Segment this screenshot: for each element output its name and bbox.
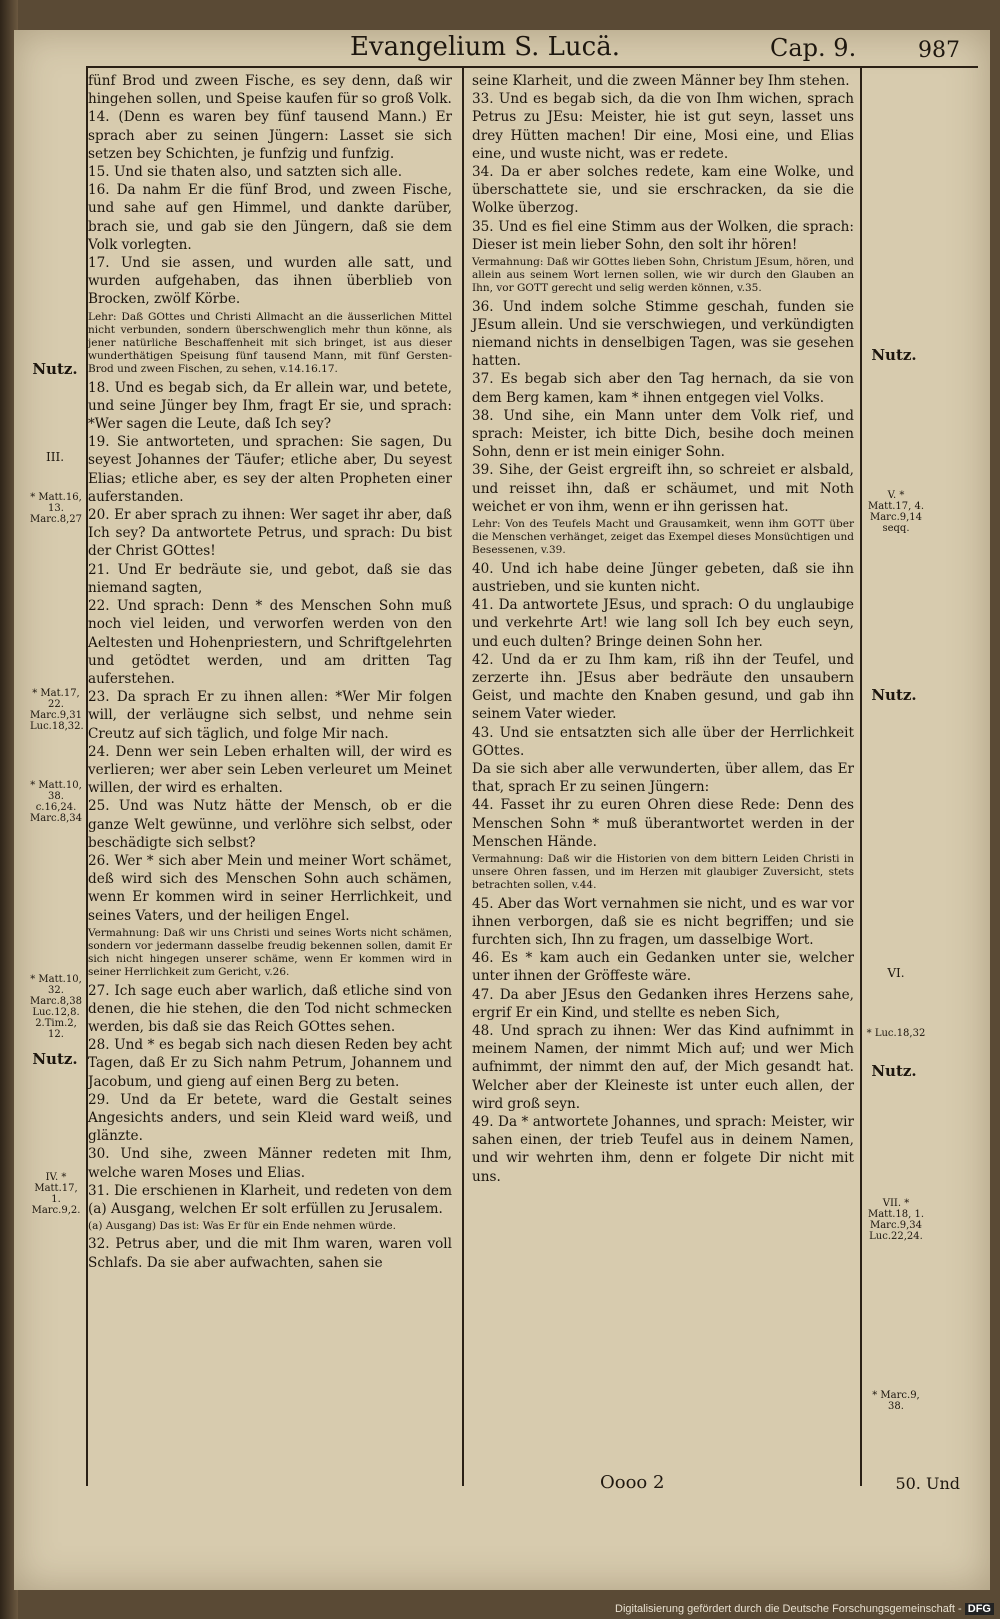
verse: 18. Und es begab sich, da Er allein war, und betete, und seine Jünger bey Ihm, fragt Er sie, und sprach: *Wer sagen die Leute, daß Ich sey? bbox=[88, 379, 452, 433]
verse: 22. Und sprach: Denn * des Menschen Sohn muß noch viel leiden, und verworfen werden von den Aeltesten und Hohenpriestern, und Schriftgelehrten und getödtet werden, und am dritten Tag auferstehen. bbox=[88, 598, 452, 687]
margin-note: * Marc.9, 38. bbox=[872, 1390, 920, 1412]
running-title: Evangelium S. Lucä. bbox=[350, 32, 620, 62]
page-header bbox=[70, 30, 960, 70]
margin-note: Nutz. bbox=[32, 360, 78, 378]
margin-note: Nutz. bbox=[871, 686, 917, 704]
verse: 39. Sihe, der Geist ergreift ihn, so schreiet er alsbald, und reisset ihn, daß er schäumet, und mit Noth weichet er von ihm, wenn er ihn gerissen hat. bbox=[472, 462, 854, 515]
verse: 28. Und * es begab sich nach diesen Reden bey acht Tagen, daß Er zu Sich nahm Petrum, Johannem und Jacobum, und gieng auf einen Berg zu beten. bbox=[88, 1037, 452, 1090]
verse: 37. Es begab sich aber den Tag hernach, da sie von dem Berg kamen, kam * ihnen entgegen viel Volks. bbox=[472, 371, 854, 406]
verse: 25. Und was Nutz hätte der Mensch, ob er die ganze Welt gewünne, und verlöhre sich selbst, oder beschädigte sich selbst? bbox=[88, 798, 452, 851]
chapter-label: Cap. 9. bbox=[770, 34, 857, 62]
margin-note: IV. * Matt.17, 1. Marc.9,2. bbox=[31, 1172, 81, 1216]
header-rule bbox=[86, 66, 978, 68]
margin-note: Nutz. bbox=[32, 1050, 78, 1068]
margin-note: * Matt.10, 32. Marc.8,38 Luc.12,8. 2.Tim.2, 12. bbox=[30, 974, 83, 1040]
verse: 21. Und Er bedräute sie, und gebot, daß sie das niemand sagten, bbox=[88, 561, 452, 596]
margin-note: * Matt.10, 38. c.16,24. Marc.8,34 bbox=[30, 780, 83, 824]
lehr-note: Lehr: Von des Teufels Macht und Grausamkeit, wenn ihm GOTT über die Menschen verhänget, zeiget das Exempel dieses Monsüchtigen und Besessenen, v.39. bbox=[472, 518, 854, 557]
verse: 30. Und sihe, zween Männer redeten mit Ihm, welche waren Moses und Elias. bbox=[88, 1146, 452, 1181]
verse: seine Klarheit, und die zween Männer bey Ihm stehen. bbox=[472, 73, 850, 89]
margin-note: V. * Matt.17, 4. Marc.9,14 seqq. bbox=[867, 490, 925, 534]
page-footer bbox=[600, 1472, 960, 1498]
verse: 27. Ich sage euch aber warlich, daß etliche sind von denen, die hie stehen, die den Tod nicht schmecken werden, bis daß sie das Reich GOttes sehen. bbox=[88, 982, 452, 1035]
verse: 47. Da aber JEsus den Gedanken ihres Herzens sahe, ergrif Er ein Kind, und stellte es neben Sich, bbox=[472, 986, 854, 1021]
verse: 45. Aber das Wort vernahmen sie nicht, und es war vor ihnen verborgen, daß sie es nicht begriffen; und sie furchten sich, Ihn zu fragen, um dasselbige Wort. bbox=[472, 895, 854, 948]
verse: fünf Brod und zween Fische, es sey denn, daß wir hingehen sollen, und Speise kaufen für so groß Volk. bbox=[88, 73, 452, 108]
verse: 43. Und sie entsatzten sich alle über der Herrlichkeit GOttes. bbox=[472, 724, 854, 759]
verse: 49. Da * antwortete Johannes, und sprach: Meister, wir sahen einen, der trieb Teufel aus in deinem Namen, und wir wehrten ihm, denn er folgete Dir nicht mit uns. bbox=[472, 1113, 854, 1185]
verse: 42. Und da er zu Ihm kam, riß ihn der Teufel, und zerzerte ihn. JEsus aber bedräute den unsaubern Geist, und machte den Knaben gesund, und gab ihn seinem Vater wieder. bbox=[472, 651, 854, 723]
verse: 24. Denn wer sein Leben erhalten will, der wird es verlieren; wer aber sein Leben verleuret um Meinet willen, der wird es erhalten. bbox=[88, 743, 452, 797]
digitization-credit bbox=[615, 1603, 994, 1615]
right-column-rule bbox=[860, 66, 862, 1486]
verse: 48. Und sprach zu ihnen: Wer das Kind aufnimmt in meinem Namen, der nimmt Mich auf; und wer Mich aufnimmt, der nimmt den auf, der Mich gesandt hat. Welcher aber der Kleineste ist unter euch allen, der wird groß seyn. bbox=[472, 1022, 854, 1112]
footnote: (a) Ausgang) Das ist: Was Er für ein Ende nehmen würde. bbox=[88, 1220, 396, 1233]
lehr-note: Lehr: Daß GOttes und Christi Allmacht an die äusserlichen Mittel nicht verbunden, sondern überschwenglich mehr thun könne, als jener natürliche Beschaffenheit mit sich bringet, ist aus dieser wunderthätigen Speisung fünf tausend Mann, mit fünf Gersten-Brod und zween Fischen, zu sehen, v.14.16.17. bbox=[88, 310, 452, 376]
verse: 16. Da nahm Er die fünf Brod, und zween Fische, und sahe auf gen Himmel, und dankte darüber, brach sie, und gab sie den Jüngern, daß sie dem Volk vorlegten. bbox=[88, 182, 452, 253]
catchword: 50. Und bbox=[895, 1474, 960, 1493]
vermahnung-note: Vermahnung: Daß wir die Historien von dem bittern Leiden Christi in unsere Ohren fassen, und im Herzen mit glaubiger Zuversicht, stets betrachten sollen, v.44. bbox=[472, 852, 854, 892]
verse: 26. Wer * sich aber Mein und meiner Wort schämet, deß wird sich des Menschen Sohn auch schämen, wenn Er kommen wird in seiner Herrlichkeit, und seines Vaters, und der heiligen Engel. bbox=[88, 852, 452, 924]
signature-mark: Oooo 2 bbox=[600, 1472, 665, 1493]
verse: Da sie sich aber alle verwunderten, über allem, das Er that, sprach Er zu seinen Jüngern: bbox=[472, 760, 854, 796]
verse: 14. (Denn es waren bey fünf tausend Mann.) Er sprach aber zu seinen Jüngern: Lasset sie sich setzen bey Schichten, je funfzig und funfzig. bbox=[88, 109, 452, 162]
verse: 23. Da sprach Er zu ihnen allen: *Wer Mir folgen will, der verläugne sich selbst, und nehme sein Creutz auf sich täglich, und folge Mir nach. bbox=[88, 689, 452, 742]
verse: 29. Und da Er betete, ward die Gestalt seines Angesichts anders, und sein Kleid ward weiß, und glänzte. bbox=[88, 1091, 452, 1145]
right-column bbox=[472, 72, 854, 1186]
margin-note: VII. * Matt.18, 1. Marc.9,34 Luc.22,24. bbox=[867, 1198, 925, 1242]
verse: 34. Da er aber solches redete, kam eine Wolke, und überschattete sie, und sie erschracken, da sie die Wolke überzog. bbox=[472, 164, 854, 217]
verse: 38. Und sihe, ein Mann unter dem Volk rief, und sprach: Meister, ich bitte Dich, besihe doch meinen Sohn, denn er ist mein einiger Sohn. bbox=[472, 407, 854, 461]
page-number: 987 bbox=[918, 38, 960, 63]
margin-note: * Luc.18,32 bbox=[866, 1028, 926, 1039]
verse: 19. Sie antworteten, und sprachen: Sie sagen, Du seyest Johannes der Täufer; etliche aber, Du seyest Elias; etliche aber, es sey der alten Propheten einer auferstanden. bbox=[88, 434, 452, 505]
margin-note: * Mat.17, 22. Marc.9,31 Luc.18,32. bbox=[30, 688, 84, 732]
vermahnung-note: Vermahnung: Daß wir uns Christi und seines Worts nicht schämen, sondern vor jedermann dasselbe freudig bekennen sollen, damit Er sich nicht hingegen unserer schäme, wenn Er kommen wird in seiner Herrlichkeit zum Gericht, v.26. bbox=[88, 926, 452, 979]
verse: 36. Und indem solche Stimme geschah, funden sie JEsum allein. Und sie verschwiegen, und verkündigten niemand nichts in denselbigen Tagen, was sie gesehen hatten. bbox=[472, 298, 854, 370]
dfg-logo: DFG bbox=[965, 1603, 994, 1615]
credit-text: Digitalisierung gefördert durch die Deutsche Forschungsgemeinschaft - bbox=[615, 1603, 962, 1615]
margin-note: Nutz. bbox=[871, 346, 917, 364]
verse: 35. Und es fiel eine Stimm aus der Wolken, die sprach: Dieser ist mein lieber Sohn, den solt ihr hören! bbox=[472, 218, 854, 253]
left-column bbox=[88, 72, 452, 1272]
verse: 33. Und es begab sich, da die von Ihm wichen, sprach Petrus zu JEsu: Meister, hie ist gut seyn, lasset uns drey Hütten machen! Dir eine, Mosi eine, und Elias eine, und wuste nicht, was er redete. bbox=[472, 91, 854, 162]
margin-note: * Matt.16, 13. Marc.8,27 bbox=[30, 492, 83, 525]
verse: 46. Es * kam auch ein Gedanken unter sie, welcher unter ihnen der Gröffeste wäre. bbox=[472, 950, 854, 985]
verse: 20. Er aber sprach zu ihnen: Wer saget ihr aber, daß Ich sey? Da antwortete Petrus, und sprach: Du bist der Christ GOttes! bbox=[88, 507, 452, 560]
verse: 44. Fasset ihr zu euren Ohren diese Rede: Denn des Menschen Sohn * muß überantwortet werden in der Menschen Hände. bbox=[472, 797, 854, 850]
vermahnung-note: Vermahnung: Daß wir GOttes lieben Sohn, Christum JEsum, hören, und allein aus seinem Wort lernen sollen, wie wir durch den Glauben an Ihn, vor GOTT gerecht und selig werden können, v.35. bbox=[472, 256, 854, 295]
margin-note: Nutz. bbox=[871, 1062, 917, 1080]
verse: 31. Die erschienen in Klarheit, und redeten von dem (a) Ausgang, welchen Er solt erfüllen zu Jerusalem. bbox=[88, 1182, 452, 1217]
verse: 41. Da antwortete JEsus, und sprach: O du unglaubige und verkehrte Art! wie lang soll Ich bey euch seyn, und euch dulten? Bringe deinen Sohn her. bbox=[472, 597, 854, 650]
verse: 40. Und ich habe deine Jünger gebeten, daß sie ihn austrieben, und sie kunten nicht. bbox=[472, 560, 854, 595]
margin-note: VI. bbox=[887, 966, 905, 980]
verse: 15. Und sie thaten also, und satzten sich alle. bbox=[88, 164, 403, 181]
margin-note: III. bbox=[45, 450, 65, 464]
verse: 32. Petrus aber, und die mit Ihm waren, waren voll Schlafs. Da sie aber aufwachten, sahen sie bbox=[88, 1236, 452, 1271]
verse: 17. Und sie assen, und wurden alle satt, und wurden aufgehaben, das ihnen überblieb von Brocken, zwölf Körbe. bbox=[88, 255, 452, 308]
center-column-rule bbox=[462, 66, 464, 1486]
